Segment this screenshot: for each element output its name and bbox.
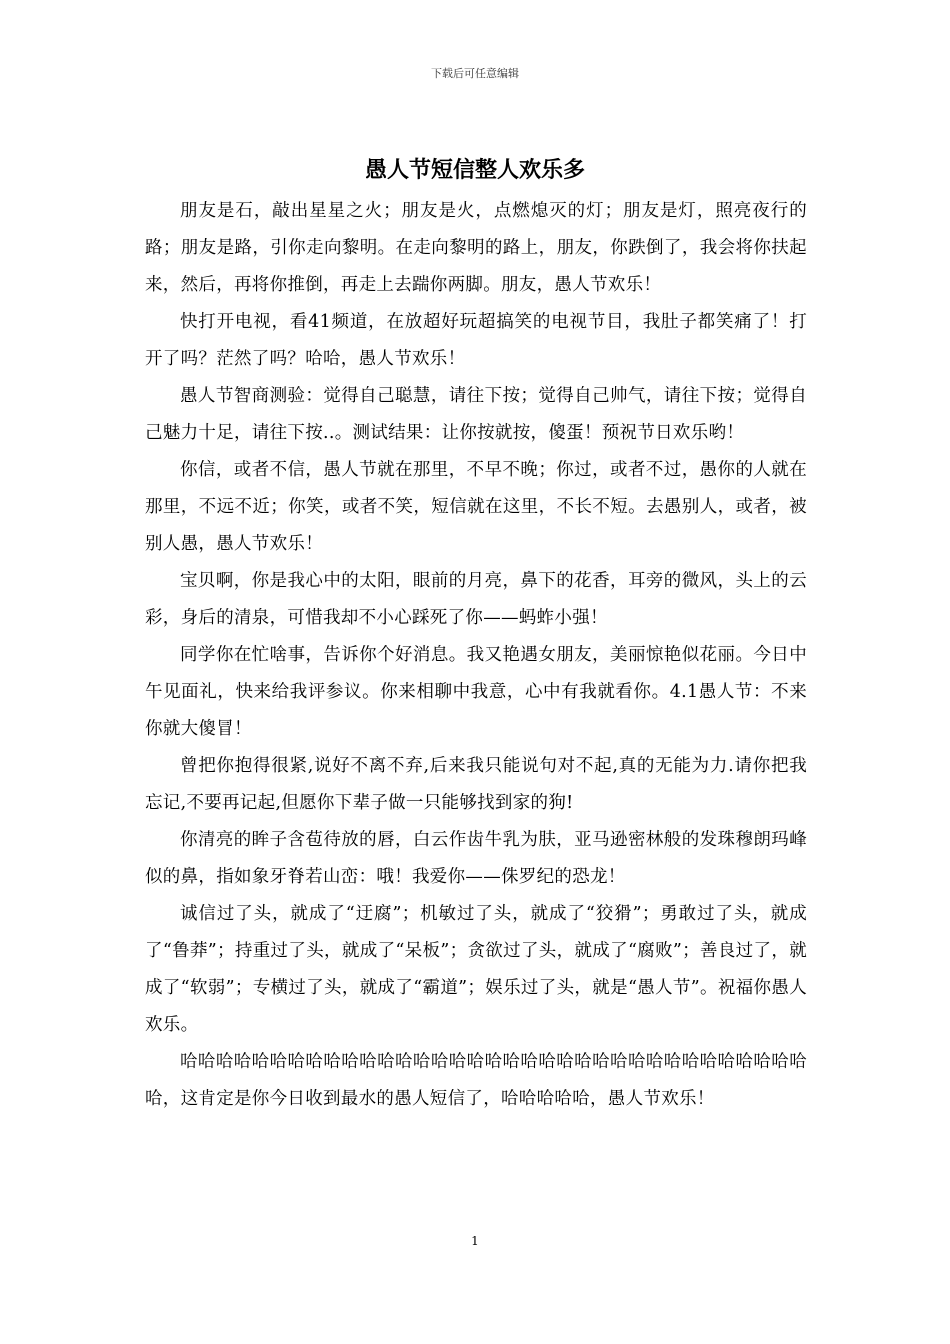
paragraph-6: 同学你在忙啥事，告诉你个好消息。我又艳遇女朋友，美丽惊艳似花丽。今日中午见面礼，快来给我评参议。你来相聊中我意，心中有我就看你。4.1愚人节：不来你就大傻冒！ [145, 645, 807, 739]
paragraph-9: 诚信过了头，就成了“迂腐”；机敏过了头，就成了“狡猾”；勇敢过了头，就成了“鲁莽”；持重过了头，就成了“呆板”；贪欲过了头，就成了“腐败”；善良过了，就成了“软弱”；专横过了头，就成了“霸道”；娱乐过了头，就是“愚人节”。祝福你愚人欢乐。 [145, 904, 807, 1035]
paragraph-1: 朋友是石，敲出星星之火；朋友是火，点燃熄灭的灯；朋友是灯，照亮夜行的路；朋友是路，引你走向黎明。在走向黎明的路上，朋友，你跌倒了，我会将你扶起来，然后，再将你推倒，再走上去踹你两脚。朋友，愚人节欢乐！ [145, 201, 807, 295]
document-body [145, 193, 807, 1118]
paragraph-2: 快打开电视，看41频道，在放超好玩超搞笑的电视节目，我肚子都笑痛了！打开了吗？茫然了吗？哈哈，愚人节欢乐！ [145, 312, 807, 369]
paragraph-3: 愚人节智商测验：觉得自己聪慧，请往下按；觉得自己帅气，请往下按；觉得自己魅力十足，请往下按..。测试结果：让你按就按，傻蛋！预祝节日欢乐哟！ [145, 386, 807, 443]
paragraph-10: 哈哈哈哈哈哈哈哈哈哈哈哈哈哈哈哈哈哈哈哈哈哈哈哈哈哈哈哈哈哈哈哈哈哈哈哈，这肯定是你今日收到最水的愚人短信了，哈哈哈哈哈，愚人节欢乐！ [145, 1052, 807, 1109]
paragraph-5: 宝贝啊，你是我心中的太阳，眼前的月亮，鼻下的花香，耳旁的微风，头上的云彩，身后的清泉，可惜我却不小心踩死了你——蚂蚱小强！ [145, 571, 807, 628]
document-title: 愚人节短信整人欢乐多 [364, 157, 585, 183]
page-header-note: 下载后可任意编辑 [431, 67, 519, 80]
page-number: 1 [471, 1234, 479, 1248]
paragraph-7: 曾把你抱得很紧,说好不离不弃,后来我只能说句对不起,真的无能为力.请你把我忘记,不要再记起,但愿你下辈子做一只能够找到家的狗! [145, 756, 807, 813]
paragraph-8: 你清亮的眸子含苞待放的唇，白云作齿牛乳为肤，亚马逊密林般的发珠穆朗玛峰似的鼻，指如象牙脊若山峦：哦！我爱你——侏罗纪的恐龙！ [145, 830, 807, 887]
paragraph-4: 你信，或者不信，愚人节就在那里，不早不晚；你过，或者不过，愚你的人就在那里，不远不近；你笑，或者不笑，短信就在这里，不长不短。去愚别人，或者，被别人愚，愚人节欢乐！ [145, 460, 807, 554]
